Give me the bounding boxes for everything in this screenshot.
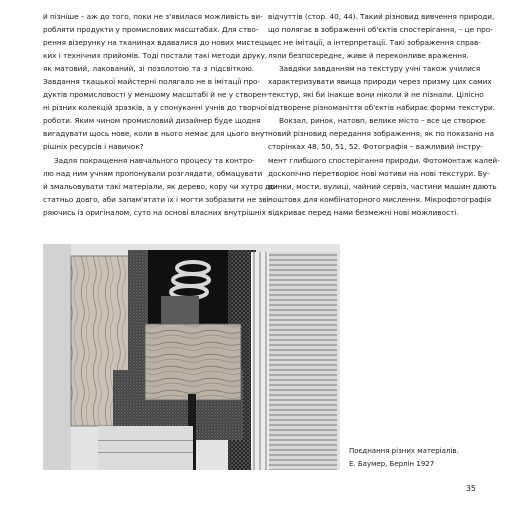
text-line: поштовх для комбінаторного мислення. Мікрофотографія [268, 194, 491, 204]
text-line: статньо довго, аби запам'ятати їх і могти зобразити не зві- [43, 194, 272, 204]
text-line: й змальовувати такі матеріали, як дерево, кору чи хутро до- [43, 181, 278, 191]
text-line: мент глибшого спостерігання природи. Фотомонтаж калей- [268, 155, 500, 165]
text-line: відкриває перед нами безмежні нові можливості. [268, 207, 459, 217]
text-line: що полягає в зображенні об'єктів спостерігання, – це про- [268, 25, 493, 35]
text-line: лю над ним учням пропонували розглядати, обмацувати [43, 168, 263, 178]
text-line: рення візерунку на тканинах вдавалися до нових мистець- [43, 38, 272, 48]
text-line: дуктів промисловості у меншому масштабі й не у створен- [43, 90, 269, 100]
text-line: й пізніше – аж до того, поки не з'явилася можливість ви- [43, 12, 263, 21]
text-line: ляли безпосереднє, живе й переконливе враження. [268, 51, 469, 61]
text-line: як матовий, лакований, зі позолотою та з підсвіткою. [43, 64, 254, 74]
text-line: Вокзал, ринок, натовп, велике місто – все це створює [279, 116, 486, 126]
text-line: відчуттів (стор. 40, 44). Такий різновид вивчення природи, [268, 12, 495, 21]
text-line: Завдяки завданням на текстуру учні також училися [279, 64, 481, 74]
text-line: робляти продукти у промислових масштабах. Для ство- [43, 25, 259, 35]
text-line: Завдання ткацької майстерні полягало не в імітації про- [43, 77, 261, 87]
text-line: Задля покращення навчального процесу та контро- [54, 155, 255, 165]
text-line: роботи. Яким чином промисловий дизайнер буде щодня [43, 116, 261, 126]
material-collage-photo [43, 244, 340, 470]
text-line: відтворене різноманіття об'єктів набирає форми текстури. [268, 103, 496, 113]
text-line: вигадувати щось нове, коли в нього немає для цього внут- [43, 129, 272, 139]
text-line: характеризувати явища природи через призму цих самих [268, 77, 492, 87]
text-line: доскопічно перетворює нові мотиви на нові текстури. Бу- [268, 168, 490, 178]
text-line: рішніх ресурсів і навичок? [43, 142, 144, 152]
text-line: цес не імітації, а інтерпретації. Такі зображення справ- [268, 38, 481, 48]
figure-caption-credit: Е. Баумер, Берлін 1927 [349, 460, 435, 468]
text-line: новий різновид передання зображення, як по показано на [268, 129, 494, 139]
text-line: динки, мости, вулиці, чайний сервіз, частини машин дають [268, 181, 497, 191]
text-line: ряючись із оригіналом, суто на основі власних внутрішніх [43, 207, 266, 217]
text-line: сторінках 48, 50, 51, 52. Фотографія – важливий інстру- [268, 142, 483, 152]
text-line: текстур, які би інакше вони ніколи й не пізнали. Цілісно [268, 90, 484, 100]
text-line: ких і технічних прийомів. Тоді постали такі методи друку, [43, 51, 268, 61]
figure-caption-title: Поєднання різних матеріалів. [349, 447, 459, 455]
text-line: ні різних колекцій зразків, а у спонуканні учнів до творчої [43, 103, 267, 113]
left-text-column [43, 10, 278, 219]
collage-image [43, 244, 340, 470]
right-text-column [268, 10, 500, 219]
page-number: 35 [465, 484, 476, 493]
